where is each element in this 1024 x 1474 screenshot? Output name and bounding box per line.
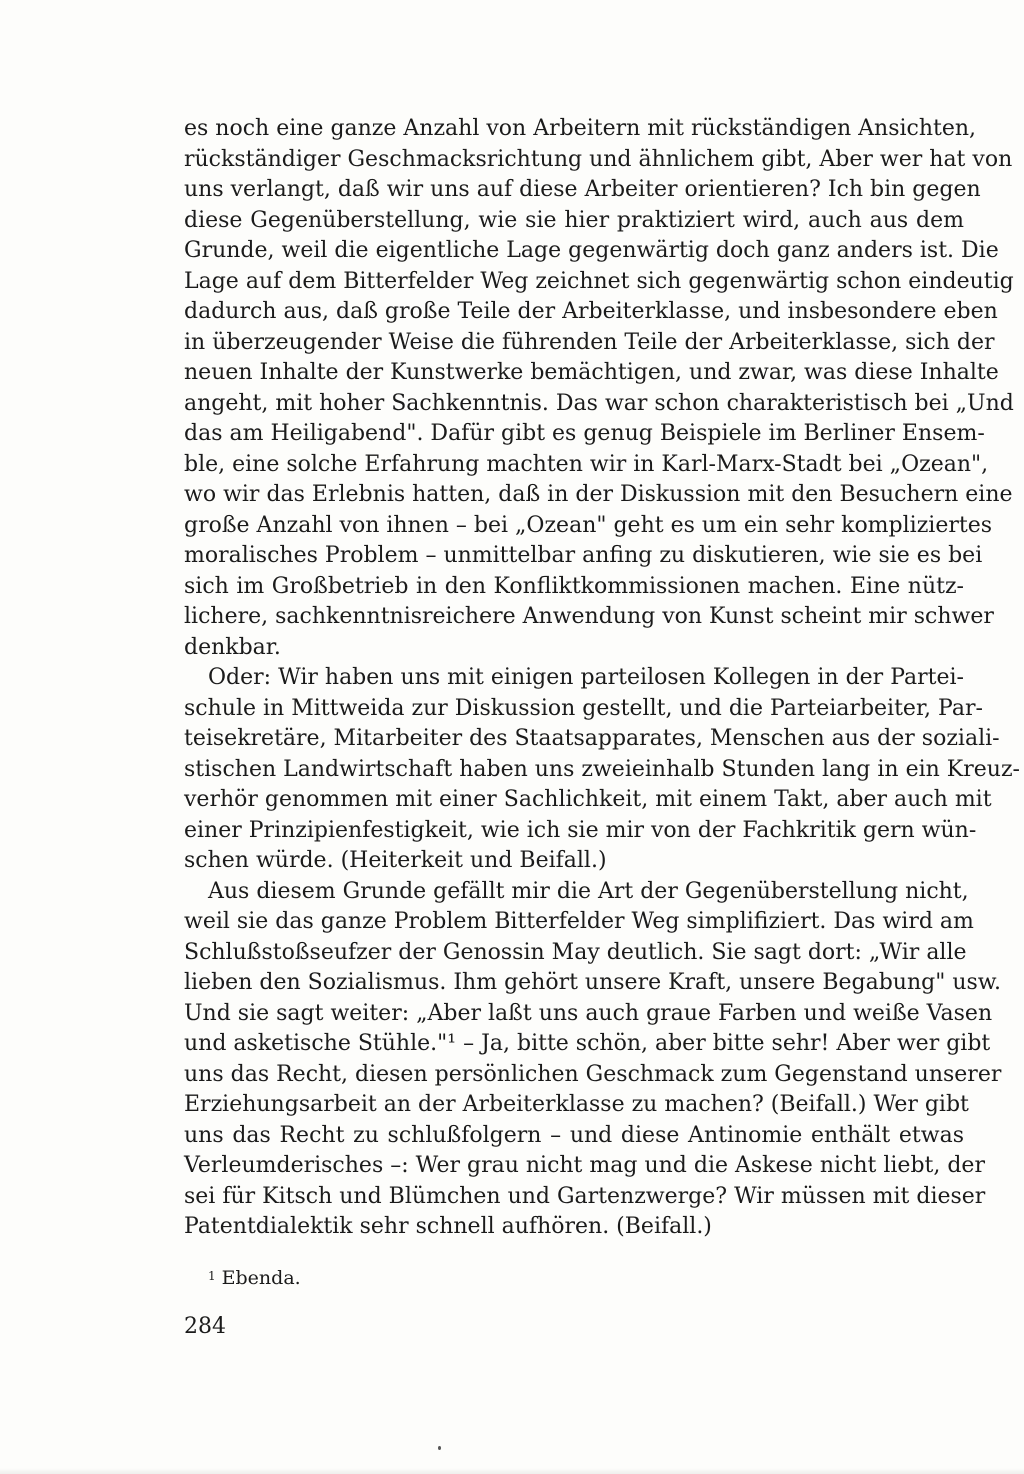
text-line: Schlußstoßseufzer der Genossin May deutlich. Sie sagt dort: „Wir alle bbox=[184, 939, 967, 965]
text-line: Erziehungsarbeit an der Arbeiterklasse zu machen? (Beifall.) Wer gibt bbox=[184, 1092, 969, 1117]
text-line: neuen Inhalte der Kunstwerke bemächtigen, und zwar, was diese Inhalte bbox=[184, 360, 999, 385]
text-line: verhör genommen mit einer Sachlichkeit, mit einem Takt, aber auch mit bbox=[184, 787, 992, 812]
text-line: weil sie das ganze Problem Bitterfelder Weg simplifiziert. Das wird am bbox=[184, 909, 974, 934]
text-line: und asketische Stühle."¹ – Ja, bitte schön, aber bitte sehr! Aber wer gibt bbox=[184, 1031, 991, 1056]
text-line: sei für Kitsch und Blümchen und Gartenzwerge? Wir müssen mit dieser bbox=[184, 1183, 986, 1209]
text-line: schen würde. (Heiterkeit und Beifall.) bbox=[184, 848, 607, 873]
text-line: große Anzahl von ihnen – bei „Ozean" geht es um ein sehr kompliziertes bbox=[184, 512, 993, 538]
text-line: einer Prinzipienfestigkeit, wie ich sie mir von der Fachkritik gern wün- bbox=[184, 817, 977, 843]
footnote-text: Ebenda. bbox=[221, 1267, 301, 1289]
text-line: Verleumderisches –: Wer grau nicht mag und die Askese nicht liebt, der bbox=[184, 1153, 985, 1178]
text-line: in überzeugender Weise die führenden Teile der Arbeiterklasse, sich der bbox=[184, 329, 995, 355]
text-line: moralisches Problem – unmittelbar anfing zu diskutieren, wie sie es bei bbox=[184, 543, 983, 568]
text-line: lichere, sachkenntnisreichere Anwendung von Kunst scheint mir schwer bbox=[184, 604, 994, 629]
text-line: Oder: Wir haben uns mit einigen parteilosen Kollegen in der Partei- bbox=[208, 665, 964, 690]
scan-edge bbox=[0, 1468, 1024, 1474]
footnote bbox=[208, 1265, 301, 1291]
footnote-marker: 1 bbox=[208, 1269, 216, 1283]
text-line: denkbar. bbox=[184, 634, 281, 660]
text-line: teisekretäre, Mitarbeiter des Staatsapparates, Menschen aus der soziali- bbox=[184, 726, 1000, 751]
text-line: stischen Landwirtschaft haben uns zweieinhalb Stunden lang in ein Kreuz- bbox=[184, 756, 1020, 782]
text-line: Und sie sagt weiter: „Aber laßt uns auch graue Farben und weiße Vasen bbox=[184, 1000, 993, 1026]
page-number: 284 bbox=[184, 1314, 226, 1339]
text-line: uns das Recht zu schlußfolgern – und diese Antinomie enthält etwas bbox=[184, 1122, 964, 1148]
text-line: lieben den Sozialismus. Ihm gehört unsere Kraft, unsere Begabung" usw. bbox=[184, 970, 1001, 995]
text-line: rückständiger Geschmacksrichtung und ähnlichem gibt, Aber wer hat von bbox=[184, 146, 1013, 172]
text-line: das am Heiligabend". Dafür gibt es genug Beispiele im Berliner Ensem- bbox=[184, 421, 985, 446]
text-line: uns das Recht, diesen persönlichen Geschmack zum Gegenstand unserer bbox=[184, 1061, 1002, 1087]
text-line: schule in Mittweida zur Diskussion gestellt, und die Parteiarbeiter, Par- bbox=[184, 695, 983, 721]
body-text bbox=[184, 114, 1020, 1243]
text-line: Aus diesem Grunde gefällt mir die Art der Gegenüberstellung nicht, bbox=[208, 878, 969, 904]
text-line: Patentdialektik sehr schnell aufhören. (Beifall.) bbox=[184, 1214, 712, 1239]
text-line: sich im Großbetrieb in den Konfliktkommissionen machen. Eine nütz- bbox=[184, 573, 964, 599]
text-line: dadurch aus, daß große Teile der Arbeiterklasse, und insbesondere eben bbox=[184, 299, 998, 324]
text-line: wo wir das Erlebnis hatten, daß in der Diskussion mit den Besuchern eine bbox=[184, 482, 1013, 507]
scan-speck bbox=[438, 1446, 441, 1450]
text-line: Grunde, weil die eigentliche Lage gegenwärtig doch ganz anders ist. Die bbox=[184, 238, 999, 263]
text-line: Lage auf dem Bitterfelder Weg zeichnet sich gegenwärtig schon eindeutig bbox=[184, 268, 1014, 294]
text-line: angeht, mit hoher Sachkenntnis. Das war schon charakteristisch bei „Und bbox=[184, 390, 1014, 416]
text-line: diese Gegenüberstellung, wie sie hier praktiziert wird, auch aus dem bbox=[184, 207, 964, 233]
text-line: es noch eine ganze Anzahl von Arbeitern mit rückständigen Ansichten, bbox=[184, 116, 977, 141]
text-line: uns verlangt, daß wir uns auf diese Arbeiter orientieren? Ich bin gegen bbox=[184, 177, 981, 202]
text-line: ble, eine solche Erfahrung machten wir in Karl-Marx-Stadt bei „Ozean", bbox=[184, 451, 989, 477]
